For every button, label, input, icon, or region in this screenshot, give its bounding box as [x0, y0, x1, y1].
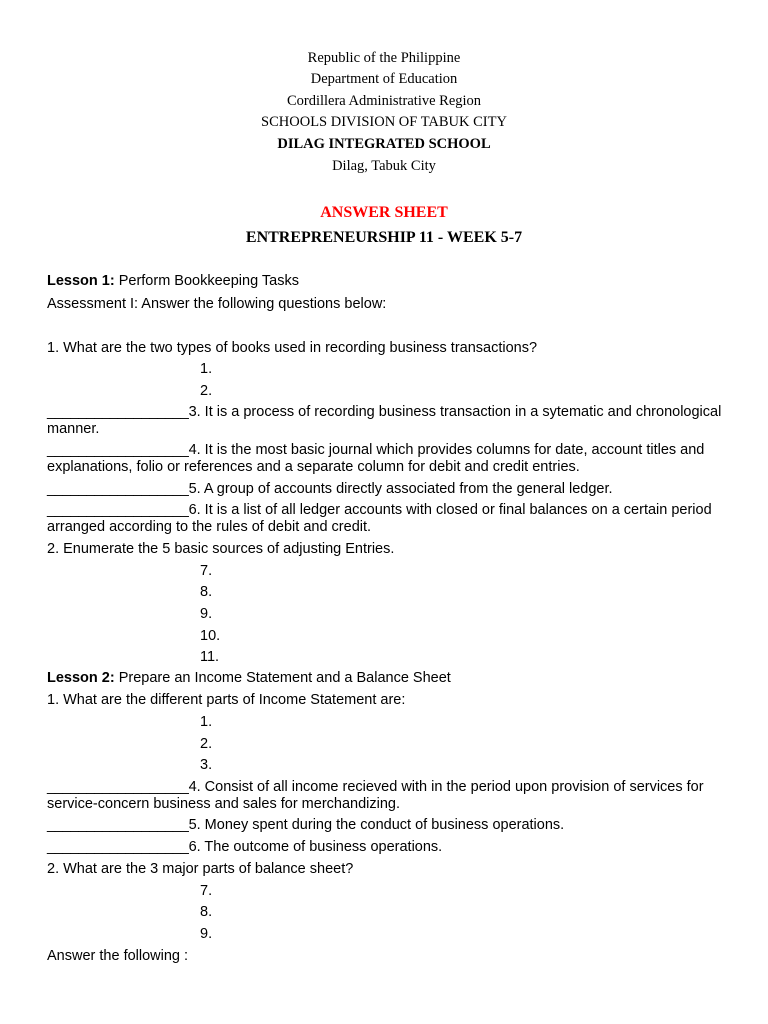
- lesson1-question-4-text: 4. It is the most basic journal which provides columns for date, account titles and explanations, folio or references and a separate column for debit and credit entries.: [47, 442, 705, 475]
- lesson1-item-10: 10.: [200, 628, 221, 644]
- lesson2-question-2: 2. What are the 3 major parts of balance sheet?: [47, 861, 354, 877]
- answer-the-following: Answer the following :: [47, 948, 189, 964]
- answer-blank: __________________: [47, 502, 189, 518]
- answer-blank: __________________: [47, 817, 189, 833]
- answer-sheet-title: ANSWER SHEET: [320, 204, 448, 221]
- header-school: DILAG INTEGRATED SCHOOL: [277, 136, 491, 152]
- answer-blank: __________________: [47, 839, 189, 855]
- header-republic: Republic of the Philippine: [307, 50, 461, 66]
- header-division: SCHOOLS DIVISION OF TABUK CITY: [261, 114, 507, 130]
- lesson1-heading: [47, 273, 299, 290]
- lesson1-question-6-text: 6. It is a list of all ledger accounts with closed or final balances on a certain period arranged according to the rules of debit and credit.: [47, 502, 712, 535]
- lesson1-topic: Perform Bookkeeping Tasks: [114, 273, 299, 289]
- lesson1-question-5: [47, 481, 737, 498]
- lesson1-question-6: [47, 502, 737, 536]
- lesson2-item-1: 1.: [200, 714, 213, 730]
- answer-blank: __________________: [47, 779, 189, 795]
- lesson1-assessment: Assessment I: Answer the following questions below:: [47, 296, 387, 312]
- lesson1-item-7: 7.: [200, 563, 213, 579]
- lesson2-label: Lesson 2:: [47, 670, 115, 686]
- lesson1-item-2: 2.: [200, 383, 213, 399]
- lesson2-item-2: 2.: [200, 736, 213, 752]
- lesson2-question-6-text: 6. The outcome of business operations.: [188, 839, 443, 855]
- lesson2-topic: Prepare an Income Statement and a Balance Sheet: [114, 670, 451, 686]
- lesson1-question-3-text: 3. It is a process of recording business transaction in a sytematic and chronological manner.: [47, 404, 722, 437]
- lesson2-question-1: 1. What are the different parts of Income Statement are:: [47, 692, 406, 708]
- subject-subtitle: ENTREPRENEURSHIP 11 - WEEK 5-7: [245, 229, 523, 246]
- lesson2-question-4: [47, 779, 737, 813]
- lesson2-question-6: [47, 839, 737, 856]
- lesson2-heading: [47, 670, 451, 687]
- lesson2-item-3: 3.: [200, 757, 213, 773]
- lesson1-item-11: 11.: [200, 649, 220, 665]
- lesson1-item-8: 8.: [200, 584, 213, 600]
- header-address: Dilag, Tabuk City: [332, 158, 436, 174]
- lesson2-item-7: 7.: [200, 883, 213, 899]
- answer-blank: __________________: [47, 404, 189, 420]
- answer-blank: __________________: [47, 442, 189, 458]
- lesson1-question-4: [47, 442, 737, 476]
- lesson1-question-3: [47, 404, 737, 438]
- lesson1-label: Lesson 1:: [47, 273, 115, 289]
- lesson2-question-5: [47, 817, 737, 834]
- lesson2-item-9: 9.: [200, 926, 213, 942]
- lesson1-question-2: 2. Enumerate the 5 basic sources of adjusting Entries.: [47, 541, 395, 557]
- answer-blank: __________________: [47, 481, 189, 497]
- lesson2-item-8: 8.: [200, 904, 213, 920]
- lesson2-question-4-text: 4. Consist of all income recieved with in the period upon provision of services for service-concern business and sales for merchandizing.: [47, 779, 704, 812]
- lesson1-question-5-text: 5. A group of accounts directly associated from the general ledger.: [188, 481, 613, 497]
- lesson1-item-1: 1.: [200, 361, 213, 377]
- lesson1-item-9: 9.: [200, 606, 213, 622]
- header-region: Cordillera Administrative Region: [286, 93, 482, 109]
- lesson1-question-1: 1. What are the two types of books used in recording business transactions?: [47, 340, 538, 356]
- lesson2-question-5-text: 5. Money spent during the conduct of business operations.: [188, 817, 565, 833]
- header-department: Department of Education: [310, 71, 458, 87]
